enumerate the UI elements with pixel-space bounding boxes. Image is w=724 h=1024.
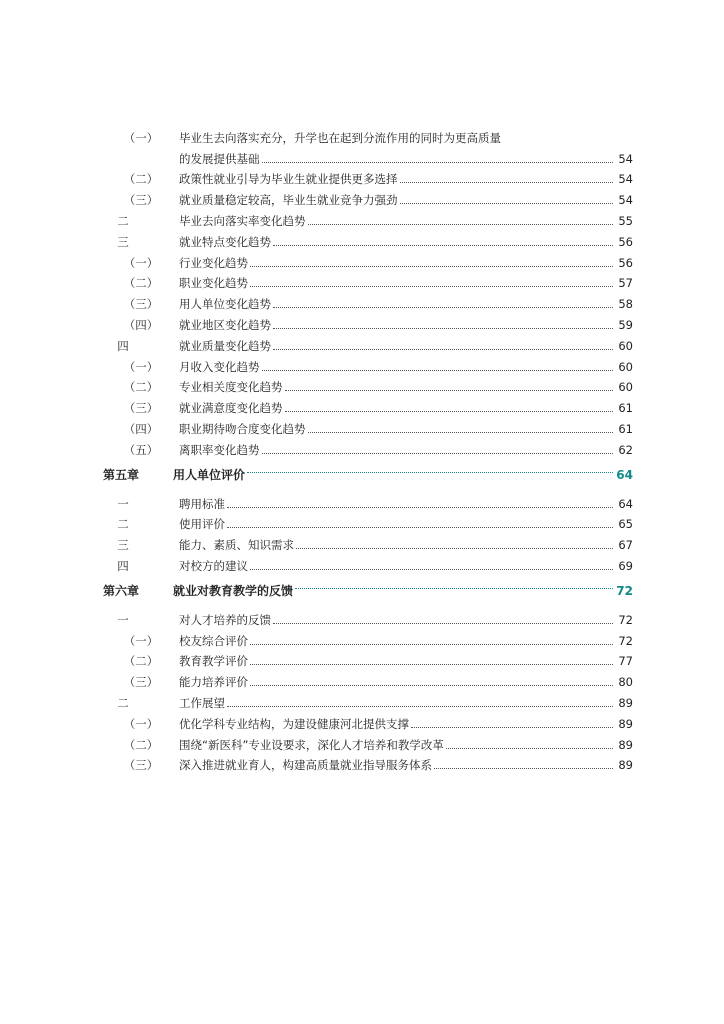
dot-leader xyxy=(250,285,613,287)
dot-leader xyxy=(308,431,614,433)
toc-entry-title: 行业变化趋势 xyxy=(179,255,248,270)
dot-leader xyxy=(273,244,613,246)
toc-entry-title: 专业相关度变化趋势 xyxy=(179,380,283,395)
toc-entry-number: 三 xyxy=(117,234,129,249)
dot-leader xyxy=(250,265,613,267)
toc-entry[interactable] xyxy=(103,648,633,669)
toc-entry-title: 月收入变化趋势 xyxy=(179,359,260,374)
toc-entry[interactable] xyxy=(103,186,633,207)
table-of-contents xyxy=(103,124,633,772)
toc-page-number: 56 xyxy=(618,234,633,249)
toc-page-number: 54 xyxy=(618,193,633,208)
toc-page-number: 61 xyxy=(618,421,633,436)
toc-entry[interactable] xyxy=(103,124,633,145)
toc-page-number: 77 xyxy=(618,654,633,669)
toc-entry[interactable] xyxy=(103,374,633,395)
toc-page-number: 55 xyxy=(618,213,633,228)
dot-leader xyxy=(250,684,613,686)
toc-page-number: 54 xyxy=(618,151,633,166)
dot-leader xyxy=(273,306,613,308)
toc-page-number: 60 xyxy=(618,338,633,353)
toc-page-number: 60 xyxy=(618,380,633,395)
dot-leader xyxy=(434,767,613,769)
toc-entry[interactable] xyxy=(103,394,633,415)
toc-entry-title: 的发展提供基础 xyxy=(179,151,260,166)
toc-chapter-title: 用人单位评价 xyxy=(173,468,246,483)
toc-entry-number: （二） xyxy=(123,276,159,291)
toc-entry[interactable] xyxy=(103,270,633,291)
toc-entry-number: （一） xyxy=(123,359,159,374)
toc-entry-title: 对校方的建议 xyxy=(179,558,248,573)
toc-entry-number: （二） xyxy=(123,380,159,395)
toc-entry[interactable] xyxy=(103,752,633,773)
toc-page-number: 58 xyxy=(618,297,633,312)
toc-page-number: 89 xyxy=(618,758,633,773)
toc-entry-title: 对人才培养的反馈 xyxy=(179,612,271,627)
toc-entry-number: （二） xyxy=(123,654,159,669)
toc-entry-title: 毕业生去向落实充分，升学也在起到分流作用的同时为更高质量 xyxy=(179,130,501,145)
toc-entry-number: （四） xyxy=(123,421,159,436)
toc-entry-title: 校友综合评价 xyxy=(179,633,248,648)
toc-entry-number: （二） xyxy=(123,737,159,752)
toc-page-number: 72 xyxy=(618,612,633,627)
toc-chapter-title: 就业对教育教学的反馈 xyxy=(173,584,294,599)
toc-entry-number: （一） xyxy=(123,130,159,145)
toc-entry-number: （四） xyxy=(123,317,159,332)
toc-entry-title: 就业满意度变化趋势 xyxy=(179,401,283,416)
toc-entry[interactable] xyxy=(103,689,633,710)
toc-entry-title: 毕业去向落实率变化趋势 xyxy=(179,213,306,228)
toc-entry-title: 职业期待吻合度变化趋势 xyxy=(179,421,306,436)
toc-entry-number: （三） xyxy=(123,193,159,208)
dot-leader xyxy=(400,181,614,183)
toc-entry-number: （三） xyxy=(123,675,159,690)
toc-page-number: 59 xyxy=(618,317,633,332)
toc-entry-title: 工作展望 xyxy=(179,695,225,710)
dot-leader xyxy=(308,223,614,225)
toc-entry-title: 能力培养评价 xyxy=(179,675,248,690)
toc-entry-title: 用人单位变化趋势 xyxy=(179,297,271,312)
toc-entry-title: 使用评价 xyxy=(179,517,225,532)
toc-page-number: 89 xyxy=(618,716,633,731)
toc-entry[interactable] xyxy=(103,353,633,374)
toc-page-number: 57 xyxy=(618,276,633,291)
toc-page-number: 89 xyxy=(618,737,633,752)
dot-leader xyxy=(250,663,613,665)
toc-entry-title: 聘用标准 xyxy=(179,496,225,511)
toc-entry-title: 就业特点变化趋势 xyxy=(179,234,271,249)
dot-leader xyxy=(273,622,613,624)
toc-entry-number: 一 xyxy=(117,496,129,511)
dot-leader xyxy=(285,410,614,412)
dot-leader xyxy=(285,389,614,391)
toc-page-number: 56 xyxy=(618,255,633,270)
dot-leader xyxy=(227,506,613,508)
toc-entry[interactable] xyxy=(103,668,633,689)
toc-chapter-number: 第六章 xyxy=(103,584,140,599)
toc-entry-title: 就业质量变化趋势 xyxy=(179,338,271,353)
toc-entry-number: 四 xyxy=(117,338,129,353)
toc-entry[interactable] xyxy=(103,311,633,332)
toc-entry-number: （三） xyxy=(123,297,159,312)
toc-page-number: 72 xyxy=(618,633,633,648)
dot-leader xyxy=(295,587,613,589)
toc-entry-number: 二 xyxy=(117,695,129,710)
toc-entry-number: （一） xyxy=(123,716,159,731)
toc-entry-number: （五） xyxy=(123,442,159,457)
toc-entry-number: 四 xyxy=(117,558,129,573)
dot-leader xyxy=(400,202,614,204)
dot-leader xyxy=(273,327,613,329)
toc-entry-number: 二 xyxy=(117,213,129,228)
toc-entry[interactable] xyxy=(103,290,633,311)
toc-entry[interactable] xyxy=(103,731,633,752)
toc-entry-number: （一） xyxy=(123,633,159,648)
toc-page-number: 65 xyxy=(618,517,633,532)
toc-chapter[interactable] xyxy=(103,461,633,490)
toc-entry-number: （三） xyxy=(123,401,159,416)
toc-page-number: 89 xyxy=(618,695,633,710)
toc-entry-number: 一 xyxy=(117,612,129,627)
dot-leader xyxy=(262,161,614,163)
toc-entry-title: 优化学科专业结构，为建设健康河北提供支撑 xyxy=(179,716,409,731)
toc-entry-title: 就业质量稳定较高，毕业生就业竞争力强劲 xyxy=(179,193,398,208)
toc-entry[interactable] xyxy=(103,606,633,627)
toc-entry[interactable] xyxy=(103,249,633,270)
toc-entry-number: 三 xyxy=(117,538,129,553)
dot-leader xyxy=(227,705,613,707)
dot-leader xyxy=(411,726,613,728)
toc-entry[interactable] xyxy=(103,552,633,573)
toc-page-number: 64 xyxy=(616,468,633,483)
dot-leader xyxy=(446,747,613,749)
toc-entry[interactable] xyxy=(103,332,633,353)
toc-entry-number: （一） xyxy=(123,255,159,270)
toc-entry[interactable] xyxy=(103,490,633,511)
toc-entry[interactable] xyxy=(103,531,633,552)
toc-entry-title: 离职率变化趋势 xyxy=(179,442,260,457)
toc-entry-title: 深入推进就业育人，构建高质量就业指导服务体系 xyxy=(179,758,432,773)
toc-entry-title: 教育教学评价 xyxy=(179,654,248,669)
toc-entry-number: （二） xyxy=(123,172,159,187)
toc-entry-number: （三） xyxy=(123,758,159,773)
dot-leader xyxy=(262,369,614,371)
toc-entry[interactable] xyxy=(103,710,633,731)
dot-leader xyxy=(247,471,613,473)
toc-entry-title: 政策性就业引导为毕业生就业提供更多选择 xyxy=(179,172,398,187)
dot-leader xyxy=(262,452,614,454)
dot-leader xyxy=(250,568,613,570)
toc-chapter-number: 第五章 xyxy=(103,468,140,483)
dot-leader xyxy=(296,547,613,549)
toc-page-number: 64 xyxy=(618,496,633,511)
toc-page-number: 69 xyxy=(618,558,633,573)
toc-entry[interactable] xyxy=(103,207,633,228)
toc-entry[interactable] xyxy=(103,511,633,532)
toc-entry[interactable] xyxy=(103,415,633,436)
toc-entry[interactable] xyxy=(103,627,633,648)
toc-page-number: 67 xyxy=(618,538,633,553)
toc-entry-continuation[interactable] xyxy=(103,145,633,166)
toc-entry-title: 职业变化趋势 xyxy=(179,276,248,291)
dot-leader xyxy=(227,526,613,528)
toc-page-number: 80 xyxy=(618,675,633,690)
toc-chapter[interactable] xyxy=(103,577,633,606)
toc-entry[interactable] xyxy=(103,166,633,187)
dot-leader xyxy=(250,643,613,645)
toc-page-number: 60 xyxy=(618,359,633,374)
toc-entry-title: 能力、素质、知识需求 xyxy=(179,538,294,553)
toc-entry[interactable] xyxy=(103,436,633,457)
toc-entry-number: 二 xyxy=(117,517,129,532)
toc-entry[interactable] xyxy=(103,228,633,249)
toc-page-number: 61 xyxy=(618,401,633,416)
toc-page-number: 72 xyxy=(616,584,633,599)
toc-page-number: 62 xyxy=(618,442,633,457)
toc-entry-title: 围绕“新医科”专业设要求，深化人才培养和教学改革 xyxy=(179,737,444,752)
toc-entry-title: 就业地区变化趋势 xyxy=(179,317,271,332)
dot-leader xyxy=(273,348,613,350)
toc-page-number: 54 xyxy=(618,172,633,187)
